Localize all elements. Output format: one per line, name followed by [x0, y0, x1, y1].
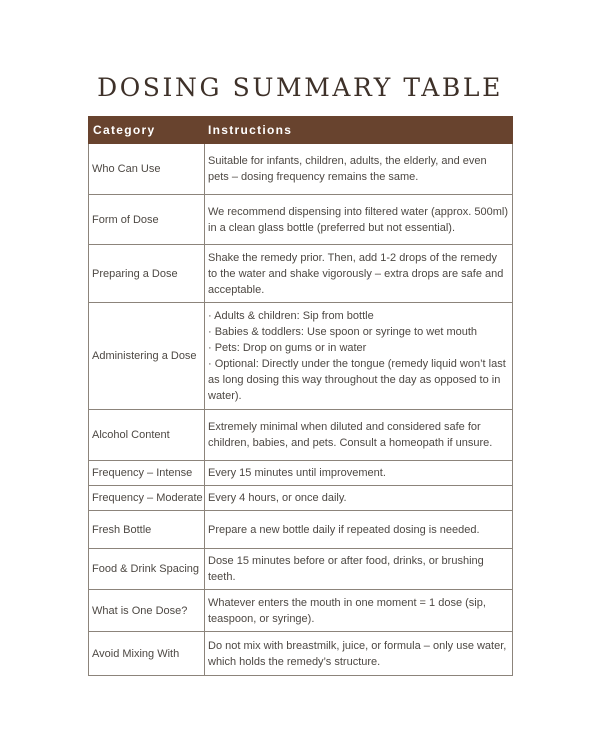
table-row [89, 303, 513, 410]
table-row [89, 245, 513, 303]
instructions-cell: Suitable for infants, children, adults, the elderly, and even pets – dosing frequency remains the same. [205, 144, 513, 195]
category-cell: Avoid Mixing With [89, 632, 205, 676]
instructions-cell: We recommend dispensing into filtered water (approx. 500ml) in a clean glass bottle (preferred but not essential). [205, 195, 513, 245]
table-row [89, 590, 513, 632]
category-cell: Alcohol Content [89, 410, 205, 461]
category-cell: Food & Drink Spacing [89, 549, 205, 590]
category-cell: Form of Dose [89, 195, 205, 245]
category-cell: Fresh Bottle [89, 511, 205, 549]
bullet-item: · Adults & children: Sip from bottle [208, 310, 374, 322]
category-cell: Frequency – Moderate [89, 486, 205, 511]
instructions-cell: Whatever enters the mouth in one moment = 1 dose (sip, teaspoon, or syringe). [205, 590, 513, 632]
table-row [89, 632, 513, 676]
table-row [89, 486, 513, 511]
table-row [89, 511, 513, 549]
dosing-summary-table [88, 116, 513, 676]
bullet-item: · Pets: Drop on gums or in water [208, 342, 367, 354]
instructions-cell: Prepare a new bottle daily if repeated dosing is needed. [205, 511, 513, 549]
column-header-instructions: Instructions [205, 117, 513, 144]
instructions-cell: Every 15 minutes until improvement. [205, 461, 513, 486]
table-header-row [89, 117, 513, 144]
category-cell: Frequency – Intense [89, 461, 205, 486]
category-cell: Preparing a Dose [89, 245, 205, 303]
table-row [89, 195, 513, 245]
column-header-category: Category [89, 117, 205, 144]
table-row [89, 144, 513, 195]
bullet-item: · Babies & toddlers: Use spoon or syringe to wet mouth [208, 326, 478, 338]
bullet-item: · Optional: Directly under the tongue (remedy liquid won’t last as long dosing this way throughout the day as opposed to in water). [208, 358, 506, 402]
instructions-cell: Extremely minimal when diluted and considered safe for children, babies, and pets. Consult a homeopath if unsure. [205, 410, 513, 461]
category-cell: Who Can Use [89, 144, 205, 195]
page-title: DOSING SUMMARY TABLE [97, 73, 503, 102]
category-cell: What is One Dose? [89, 590, 205, 632]
instructions-cell: Do not mix with breastmilk, juice, or formula – only use water, which holds the remedy’s structure. [205, 632, 513, 676]
instructions-cell [205, 303, 513, 410]
instructions-cell: Every 4 hours, or once daily. [205, 486, 513, 511]
instructions-cell: Dose 15 minutes before or after food, drinks, or brushing teeth. [205, 549, 513, 590]
table-row [89, 410, 513, 461]
instructions-cell: Shake the remedy prior. Then, add 1-2 drops of the remedy to the water and shake vigorously – extra drops are safe and acceptable. [205, 245, 513, 303]
category-cell: Administering a Dose [89, 303, 205, 410]
table-row [89, 549, 513, 590]
table-row [89, 461, 513, 486]
